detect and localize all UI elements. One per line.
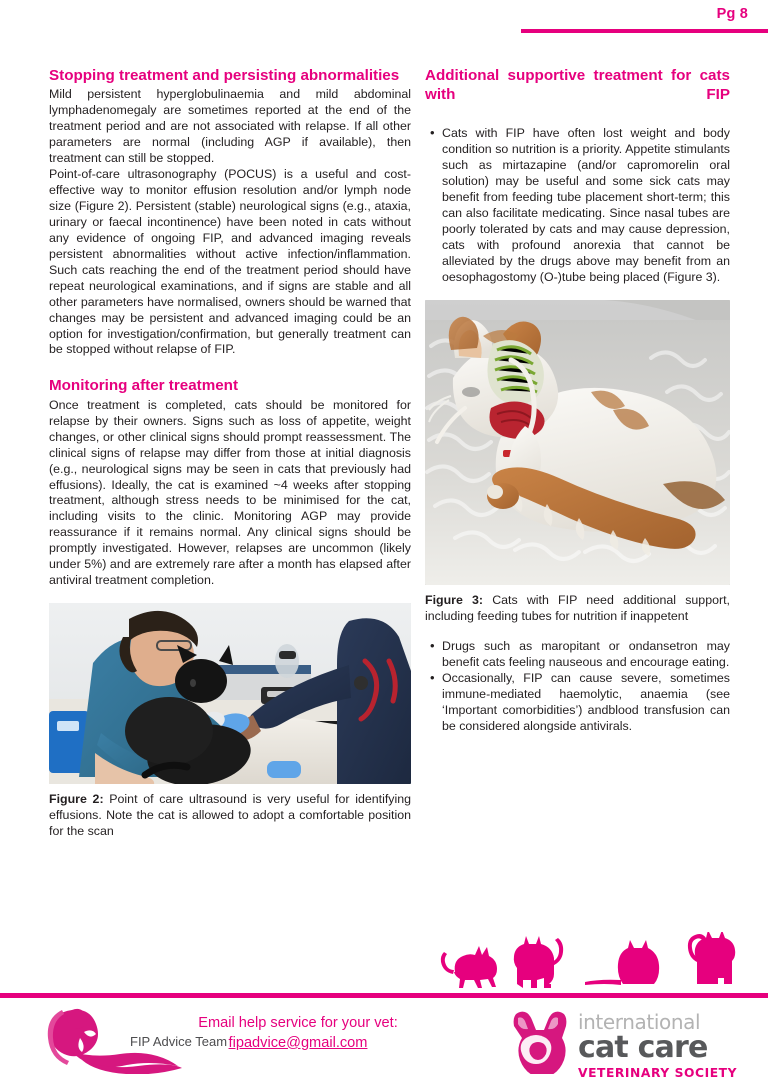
header-divider-rule <box>521 29 768 33</box>
email-help-block <box>192 1014 404 1053</box>
heading-monitoring-after-treatment: Monitoring after treatment <box>49 377 239 395</box>
left-column <box>49 66 411 840</box>
page-number-label: Pg 8 <box>716 6 748 22</box>
paragraph-pocus: Point-of-care ultrasonography (POCUS) is a useful and cost-effective way to monitor effusion resolution and/or lymph node size (Figure 2). Persistent (stable) neurological signs (e.g., ataxia, urinary or faecal incontinence) have been noted in cats without any evidence of ongoing FIP, and advanced imaging reveals persistent abnormalities without active infection/inflammation. Such cats reaching the end of the treatment period should have repeat neurological examinations, and if signs are stable and all other parameters have normalised, owners should be warned that changes may be persistent and advanced imaging could be an option for investigation/confirmation, but generally treatment can be stopped without relapse of FIP. <box>49 167 411 357</box>
supportive-treatment-bullet-list <box>425 126 730 285</box>
fip-advice-team-label: FIP Advice Team <box>130 1034 228 1049</box>
figure-2-caption-label: Figure 2: <box>49 792 104 807</box>
email-help-heading: Email help service for your vet: <box>198 1015 398 1031</box>
paragraph-monitoring: Once treatment is completed, cats should be monitored for relapse by their owners. Signs such as loss of appetite, weight changes, or other clinical signs should prompt reassessment. The clinical signs of relapse may differ from those at initial diagnosis (e.g., neurological signs may be seen in cats that previously had effusions). Ideally, the cat is examined ~4 weeks after stopping treatment, although stress needs to be minimised for the cat, including visits to the clinic. Monitoring AGP may provide reassurance if it remains normal. Any clinical signs should be promptly investigated. However, relapses are uncommon (likely under 5%) and are extremely rare after a month has elapsed after antiviral treatment completion. <box>49 397 411 588</box>
page-header <box>0 0 768 40</box>
icc-cat-mark-icon <box>506 1010 570 1074</box>
list-item: • Occasionally, FIP can cause severe, sometimes immune-mediated haemolytic, anaemia (see ‘Important comorbidities’) andblood transfusion can be considered alongside antivirals. <box>442 671 730 735</box>
international-cat-care-logo <box>506 1006 742 1078</box>
email-address-link[interactable]: fipadvice@gmail.com <box>228 1034 368 1051</box>
figure-3-caption-label: Figure 3: <box>425 592 484 607</box>
right-column <box>425 66 730 736</box>
cat-silhouette-decoration <box>425 932 745 992</box>
heading-additional-supportive-treatment: Additional supportive treatment for cats with FIP <box>425 67 730 104</box>
figure-2-caption <box>49 792 411 840</box>
ultrasound-scene-illustration <box>49 603 411 784</box>
figure-2 <box>49 603 411 840</box>
icc-catcare-text: cat care <box>578 1030 708 1065</box>
figure-3 <box>425 300 730 625</box>
list-item: • Cats with FIP have often lost weight and body condition so nutrition is a priority. Appetite stimulants such as mirtazapine (and/or capromorelin oral solution) may be useful and some sick cats may benefit from feeding tube placement short-term; this can also facilitate medicating. Since nasal tubes are poorly tolerated by cats and may cause depression, cats with profound anorexia that cannot be alleviated by the drugs above may benefit from an oesophagostomy (O-)tube being placed (Figure 3). <box>442 126 730 285</box>
additional-drugs-bullet-list <box>425 639 730 736</box>
icc-wordmark <box>578 1012 742 1079</box>
section-spacer <box>49 358 411 376</box>
heading-stopping-treatment: Stopping treatment and persisting abnormalities <box>49 67 400 84</box>
cat-with-feeding-tube-illustration <box>425 300 730 585</box>
cat-silhouettes-icon <box>425 932 745 992</box>
figure-3-caption <box>425 593 730 625</box>
fip-advice-team-logo <box>42 1008 228 1074</box>
icc-international-text: international <box>578 1010 701 1034</box>
figure-2-caption-text: Point of care ultrasound is very useful for identifying effusions. Note the cat is allowed to adopt a comfortable position for the scan <box>49 792 411 838</box>
figure-3-caption-text: Cats with FIP need additional support, including feeding tubes for nutrition if inappetent <box>425 592 730 623</box>
figure-3-image <box>425 300 730 585</box>
paragraph-persisting-abnormalities: Mild persistent hyperglobulinaemia and mild abdominal lymphadenomegaly are sometimes reported at the end of the treatment period and are not associated with relapse. If all other parameters are normal (including AGP if available), then treatment can still be stopped. <box>49 87 411 166</box>
figure-2-image <box>49 603 411 784</box>
list-item: • Drugs such as maropitant or ondansetron may benefit cats feeling nauseous and encourage eating. <box>442 639 730 671</box>
icc-veterinary-society-text: VETERINARY SOCIETY <box>578 1065 738 1080</box>
page-footer <box>0 998 768 1086</box>
